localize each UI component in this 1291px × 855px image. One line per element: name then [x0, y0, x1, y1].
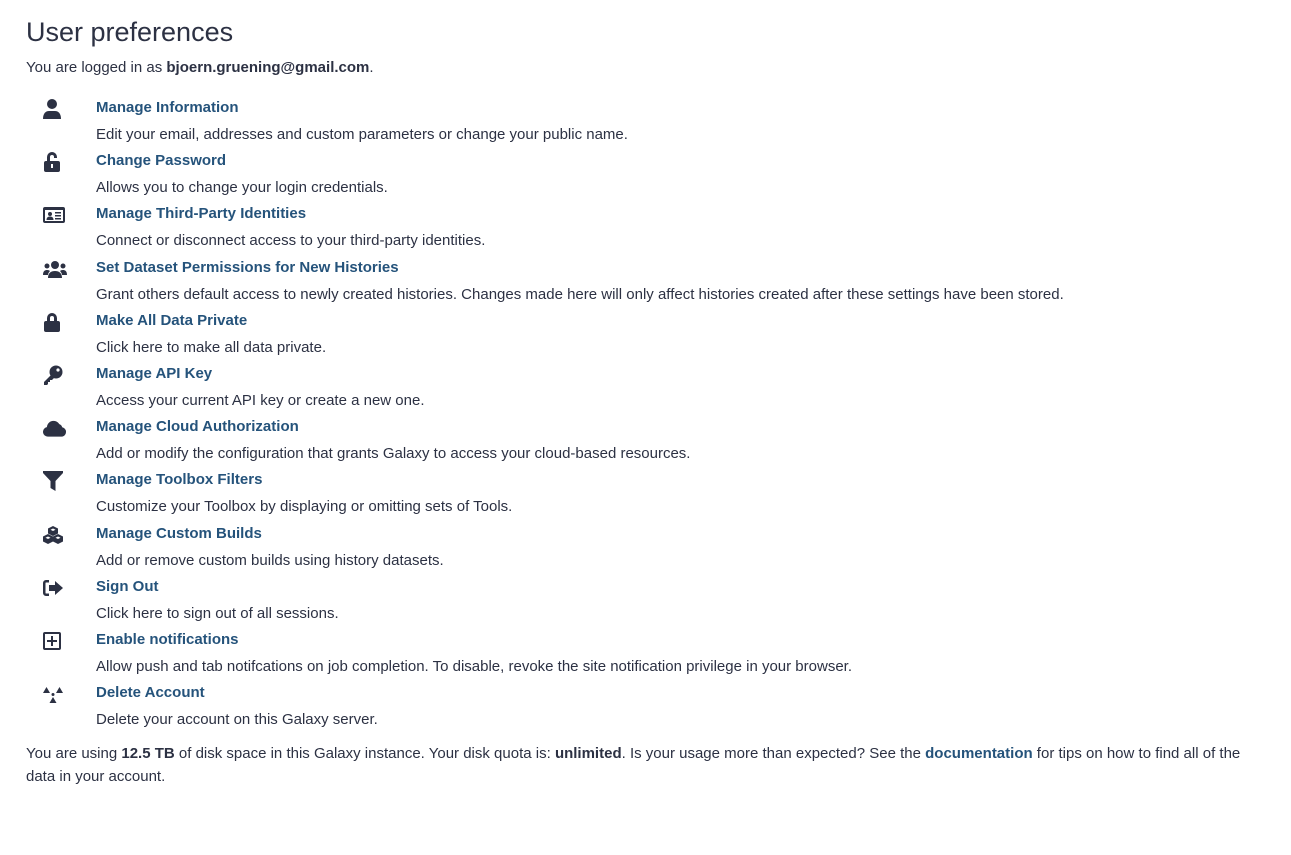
sign-out-icon [43, 578, 67, 598]
radiation-icon [43, 684, 67, 704]
pref-description: Access your current API key or create a new one. [96, 391, 425, 409]
logged-in-suffix: . [369, 59, 374, 76]
user-email: bjoern.gruening@gmail.com [166, 59, 370, 76]
pref-description: Delete your account on this Galaxy server. [96, 711, 378, 729]
pref-description: Customize your Toolbox by displaying or omitting sets of Tools. [96, 498, 513, 516]
pref-description: Edit your email, addresses and custom parameters or change your public name. [96, 126, 628, 143]
pref-delete-account [26, 682, 1266, 735]
pref-description: Click here to make all data private. [96, 338, 327, 356]
manage-toolbox-filters-link[interactable]: Manage Toolbox Filters [96, 471, 263, 489]
pref-description: Grant others default access to newly created histories. Changes made here will only affect histories created after these settings have been stored. [96, 285, 1064, 303]
change-password-link[interactable]: Change Password [96, 152, 227, 170]
pref-manage-information [26, 97, 1266, 150]
disk-usage-value: 12.5 TB [121, 745, 175, 762]
usage-text: for tips on how to find all of the data in your account. [26, 745, 1241, 785]
pref-cloud-authorization [26, 416, 1266, 469]
pref-description: Click here to sign out of all sessions. [96, 604, 339, 622]
pref-description: Connect or disconnect access to your third-party identities. [96, 232, 486, 250]
manage-information-link[interactable]: Manage Information [96, 99, 239, 116]
manage-cloud-authorization-link[interactable]: Manage Cloud Authorization [96, 418, 299, 436]
plus-square-icon [43, 631, 67, 651]
lock-icon [43, 312, 67, 332]
disk-usage-info [26, 742, 1266, 788]
usage-text: of disk space in this Galaxy instance. Your disk quota is: [174, 745, 555, 762]
pref-change-password [26, 150, 1266, 203]
pref-third-party-identities [26, 203, 1266, 256]
pref-manage-api-key [26, 363, 1266, 416]
key-icon [43, 365, 67, 385]
pref-sign-out [26, 576, 1266, 629]
users-icon [43, 259, 67, 279]
usage-text: . Is your usage more than expected? See the [621, 745, 926, 762]
pref-description: Add or modify the configuration that grants Galaxy to access your cloud-based resources. [96, 445, 691, 463]
cloud-icon [43, 418, 67, 438]
logged-in-info [26, 59, 374, 76]
set-dataset-permissions-link[interactable]: Set Dataset Permissions for New Histories [96, 258, 399, 276]
documentation-link[interactable]: documentation [925, 745, 1033, 762]
pref-make-data-private [26, 310, 1266, 363]
manage-custom-builds-link[interactable]: Manage Custom Builds [96, 524, 262, 542]
unlock-icon [43, 152, 67, 172]
pref-toolbox-filters [26, 469, 1266, 522]
manage-api-key-link[interactable]: Manage API Key [96, 364, 213, 382]
delete-account-link[interactable]: Delete Account [96, 684, 205, 702]
cubes-icon [43, 525, 67, 545]
pref-description: Allows you to change your login credentials. [96, 179, 388, 197]
enable-notifications-link[interactable]: Enable notifications [96, 630, 239, 648]
sign-out-link[interactable]: Sign Out [96, 577, 159, 595]
pref-custom-builds [26, 523, 1266, 576]
user-icon [43, 99, 67, 119]
pref-description: Allow push and tab notifcations on job completion. To disable, revoke the site notification privilege in your browser. [96, 657, 852, 675]
pref-description: Add or remove custom builds using history datasets. [96, 551, 444, 569]
disk-quota-value: unlimited [554, 745, 622, 762]
page-title: User preferences [26, 17, 234, 47]
make-all-data-private-link[interactable]: Make All Data Private [96, 311, 248, 329]
usage-text: You are using [26, 745, 122, 762]
id-card-icon [43, 205, 67, 225]
preferences-list [26, 97, 1266, 735]
pref-enable-notifications [26, 629, 1266, 682]
filter-icon [43, 471, 67, 491]
logged-in-prefix: You are logged in as [26, 59, 167, 76]
manage-third-party-identities-link[interactable]: Manage Third-Party Identities [96, 205, 307, 223]
pref-dataset-permissions [26, 257, 1266, 310]
